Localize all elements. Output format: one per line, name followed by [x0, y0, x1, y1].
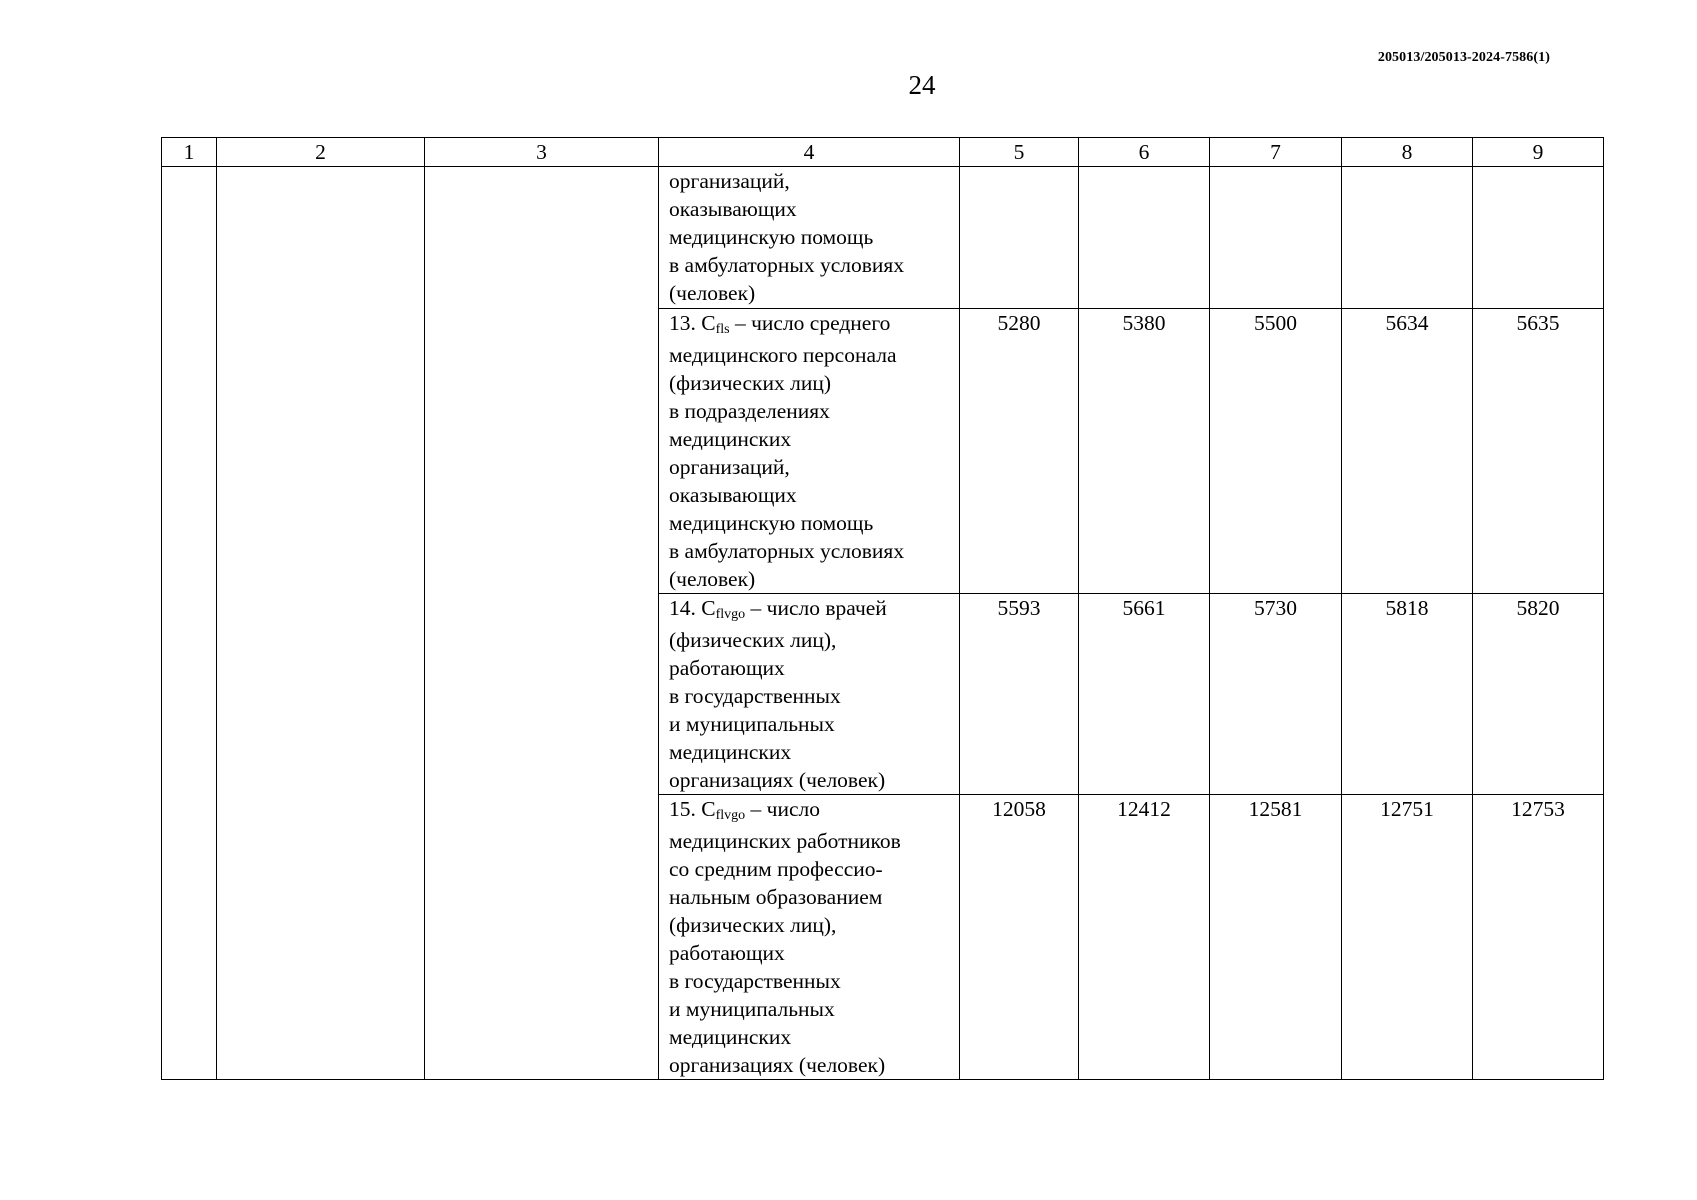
value-cell: 12751: [1342, 795, 1473, 1080]
indicator-line: в государственных: [669, 684, 841, 708]
indicator-line: работающих: [669, 941, 785, 965]
indicator-line: и муниципальных: [669, 997, 835, 1021]
column-header: 4: [659, 138, 960, 167]
column-header: 3: [425, 138, 659, 167]
indicator-line: в государственных: [669, 969, 841, 993]
indicator-line: работающих: [669, 656, 785, 680]
column-header: 5: [960, 138, 1079, 167]
column-header: 2: [217, 138, 425, 167]
indicator-line: (физических лиц),: [669, 913, 837, 937]
indicator-line: в амбулаторных условиях: [669, 539, 905, 563]
value-cell: 5730: [1210, 594, 1342, 795]
indicator-title-line: [669, 594, 951, 626]
indicator-prefix: 14. C: [669, 596, 716, 620]
indicator-line: организациях (человек): [669, 768, 886, 792]
indicator-line: организаций,: [669, 455, 790, 479]
indicator-line: медицинскую помощь: [669, 225, 874, 249]
value-cell: 5593: [960, 594, 1079, 795]
value-cell: 12412: [1079, 795, 1210, 1080]
indicator-line: (человек): [669, 281, 756, 305]
indicator-description: [659, 795, 960, 1080]
value-cell: 12058: [960, 795, 1079, 1080]
table-cell-col1: [162, 167, 217, 1080]
indicator-subscript: fls: [715, 322, 730, 337]
indicator-prefix: 15. C: [669, 797, 716, 821]
indicator-line: нальным образованием: [669, 885, 883, 909]
indicator-line: медицинских работников: [669, 829, 901, 853]
table-row: [162, 167, 1604, 309]
value-cell: [1079, 167, 1210, 309]
document-id: 205013/205013-2024-7586(1): [1377, 50, 1550, 65]
indicator-title-line: [669, 309, 951, 341]
indicator-line: (физических лиц): [669, 371, 832, 395]
column-header: 6: [1079, 138, 1210, 167]
indicator-suffix: – число врачей: [745, 596, 887, 620]
indicator-line: (человек): [669, 567, 756, 591]
indicator-line: медицинских: [669, 427, 792, 451]
indicator-line: организациях (человек): [669, 1053, 886, 1077]
indicator-line: медицинскую помощь: [669, 511, 874, 535]
indicator-line: оказывающих: [669, 197, 797, 221]
value-cell: 12753: [1473, 795, 1604, 1080]
value-cell: [1210, 167, 1342, 309]
indicator-line: в подразделениях: [669, 399, 830, 423]
column-header: 1: [162, 138, 217, 167]
value-cell: 5280: [960, 309, 1079, 594]
indicator-line: в амбулаторных условиях: [669, 253, 905, 277]
value-cell: 5635: [1473, 309, 1604, 594]
indicator-subscript: flvgo: [715, 808, 746, 823]
page-number: 24: [908, 70, 936, 100]
indicators-table: [161, 137, 1604, 1080]
table-cell-col2: [217, 167, 425, 1080]
indicator-line: организаций,: [669, 169, 790, 193]
value-cell: 5634: [1342, 309, 1473, 594]
indicator-line: оказывающих: [669, 483, 797, 507]
column-header: 7: [1210, 138, 1342, 167]
indicator-title-line: [669, 795, 951, 827]
indicator-line: медицинских: [669, 1025, 792, 1049]
value-cell: [960, 167, 1079, 309]
indicator-line: (физических лиц),: [669, 628, 837, 652]
value-cell: [1342, 167, 1473, 309]
indicator-subscript: flvgo: [715, 607, 746, 622]
value-cell: 5500: [1210, 309, 1342, 594]
column-header: 9: [1473, 138, 1604, 167]
value-cell: [1473, 167, 1604, 309]
indicator-description: [659, 309, 960, 594]
indicator-description: [659, 167, 960, 309]
value-cell: 12581: [1210, 795, 1342, 1080]
table-cell-col3: [425, 167, 659, 1080]
value-cell: 5820: [1473, 594, 1604, 795]
indicator-line: со средним профессио-: [669, 857, 883, 881]
indicator-prefix: 13. C: [669, 311, 716, 335]
indicator-description: [659, 594, 960, 795]
value-cell: 5661: [1079, 594, 1210, 795]
value-cell: 5380: [1079, 309, 1210, 594]
indicator-line: медицинских: [669, 740, 792, 764]
indicator-suffix: – число среднего: [729, 311, 891, 335]
column-header: 8: [1342, 138, 1473, 167]
indicator-line: и муниципальных: [669, 712, 835, 736]
indicator-line: медицинского персонала: [669, 343, 897, 367]
value-cell: 5818: [1342, 594, 1473, 795]
table-header-row: [162, 138, 1604, 167]
indicator-suffix: – число: [745, 797, 820, 821]
